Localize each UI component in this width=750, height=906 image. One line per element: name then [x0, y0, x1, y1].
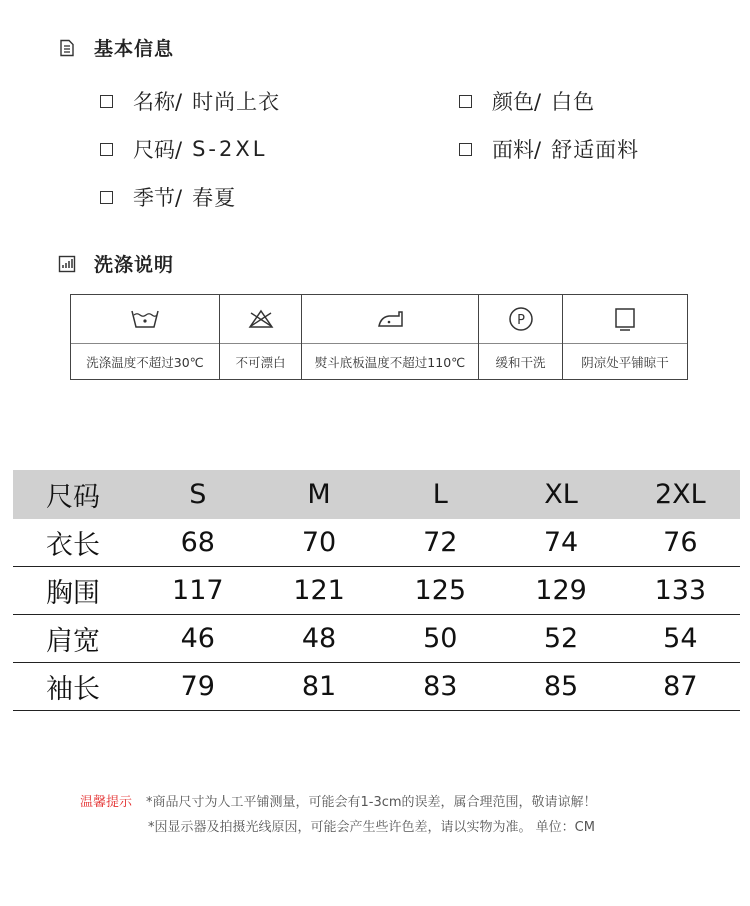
- document-icon: [58, 39, 76, 57]
- checkbox-icon: [100, 191, 113, 204]
- tumble-dry-square-icon: [563, 295, 687, 343]
- wash-tub-icon: [71, 295, 219, 343]
- table-cell: 121: [293, 575, 345, 606]
- basic-info-header: [58, 34, 174, 61]
- care-table: [70, 294, 688, 380]
- table-cell: 81: [301, 671, 337, 702]
- info-item-size: [100, 134, 267, 164]
- info-label: 尺码/: [133, 138, 183, 162]
- table-cell: 125: [414, 575, 467, 606]
- header-cell: M: [307, 479, 331, 510]
- table-cell: 46: [180, 623, 215, 654]
- table-cell: 87: [663, 671, 698, 702]
- table-cell: 83: [423, 671, 458, 702]
- wash-header: [58, 250, 174, 277]
- table-cell: 76: [663, 527, 698, 558]
- table-cell: 133: [654, 575, 707, 606]
- care-text: 洗涤温度不超过30℃: [71, 343, 219, 379]
- care-item-bleach: [220, 295, 302, 379]
- care-text: 阴凉处平铺晾干: [563, 343, 687, 379]
- dry-clean-p-icon: [479, 295, 562, 343]
- bar-chart-icon: [58, 255, 76, 273]
- care-text: 熨斗底板温度不超过110℃: [302, 343, 478, 379]
- info-item-color: [459, 86, 595, 116]
- header-cell: L: [432, 479, 448, 510]
- info-value: 春夏: [192, 186, 237, 210]
- size-table-header: [13, 470, 740, 519]
- info-value: 时尚上衣: [192, 90, 281, 114]
- header-cell: S: [189, 479, 207, 510]
- size-table: [13, 470, 740, 711]
- info-label: 名称/: [133, 90, 183, 114]
- care-item-dry: [563, 295, 687, 379]
- care-text: 缓和干洗: [479, 343, 562, 379]
- iron-icon: [302, 295, 478, 343]
- table-row: [13, 615, 740, 663]
- row-label: 肩宽: [46, 626, 100, 657]
- header-cell: 2XL: [654, 479, 706, 510]
- table-cell: 70: [301, 527, 337, 558]
- info-label: 季节/: [133, 186, 183, 210]
- table-cell: 48: [301, 623, 337, 654]
- table-cell: 54: [663, 623, 698, 654]
- table-row: [13, 567, 740, 615]
- care-text: 不可漂白: [220, 343, 301, 379]
- care-item-dryclean: [479, 295, 563, 379]
- table-cell: 72: [423, 527, 458, 558]
- row-label: 衣长: [46, 530, 100, 561]
- checkbox-icon: [100, 95, 113, 108]
- care-item-wash: [71, 295, 220, 379]
- table-cell: 50: [423, 623, 458, 654]
- info-item-season: [100, 182, 236, 212]
- tips-line-1: [80, 790, 597, 815]
- info-label: 面料/: [492, 138, 542, 162]
- row-label: 胸围: [46, 578, 100, 609]
- checkbox-icon: [100, 143, 113, 156]
- header-cell: 尺码: [46, 482, 100, 513]
- info-item-name: [100, 86, 280, 116]
- tips-line-2: *因显示器及拍摄光线原因，可能会产生些许色差，请以实物为准。 单位：CM: [148, 820, 595, 835]
- table-cell: 85: [543, 671, 579, 702]
- row-label: 袖长: [46, 674, 100, 705]
- table-cell: 74: [543, 527, 579, 558]
- table-cell: 52: [543, 623, 579, 654]
- wash-title: 洗涤说明: [94, 254, 175, 276]
- table-row: [13, 519, 740, 567]
- info-value: 白色: [551, 90, 596, 114]
- basic-info-title: 基本信息: [94, 38, 175, 60]
- checkbox-icon: [459, 95, 472, 108]
- table-cell: 79: [180, 671, 215, 702]
- care-item-iron: [302, 295, 479, 379]
- table-cell: 129: [535, 575, 587, 606]
- table-cell: 68: [180, 527, 215, 558]
- info-label: 颜色/: [492, 90, 542, 114]
- checkbox-icon: [459, 143, 472, 156]
- tips-text: *商品尺寸为人工平铺测量，可能会有1-3cm的误差，属合理范围，敬请谅解！: [146, 795, 597, 810]
- table-cell: 117: [172, 575, 224, 606]
- info-value: S-2XL: [192, 137, 268, 161]
- info-item-fabric: [459, 134, 639, 164]
- table-row: [13, 663, 740, 711]
- tips-label: 温馨提示: [80, 795, 133, 810]
- no-bleach-icon: [220, 295, 301, 343]
- svg-text:P: P: [516, 313, 525, 328]
- tips: [80, 790, 597, 840]
- header-cell: XL: [544, 479, 578, 510]
- info-value: 舒适面料: [551, 138, 640, 162]
